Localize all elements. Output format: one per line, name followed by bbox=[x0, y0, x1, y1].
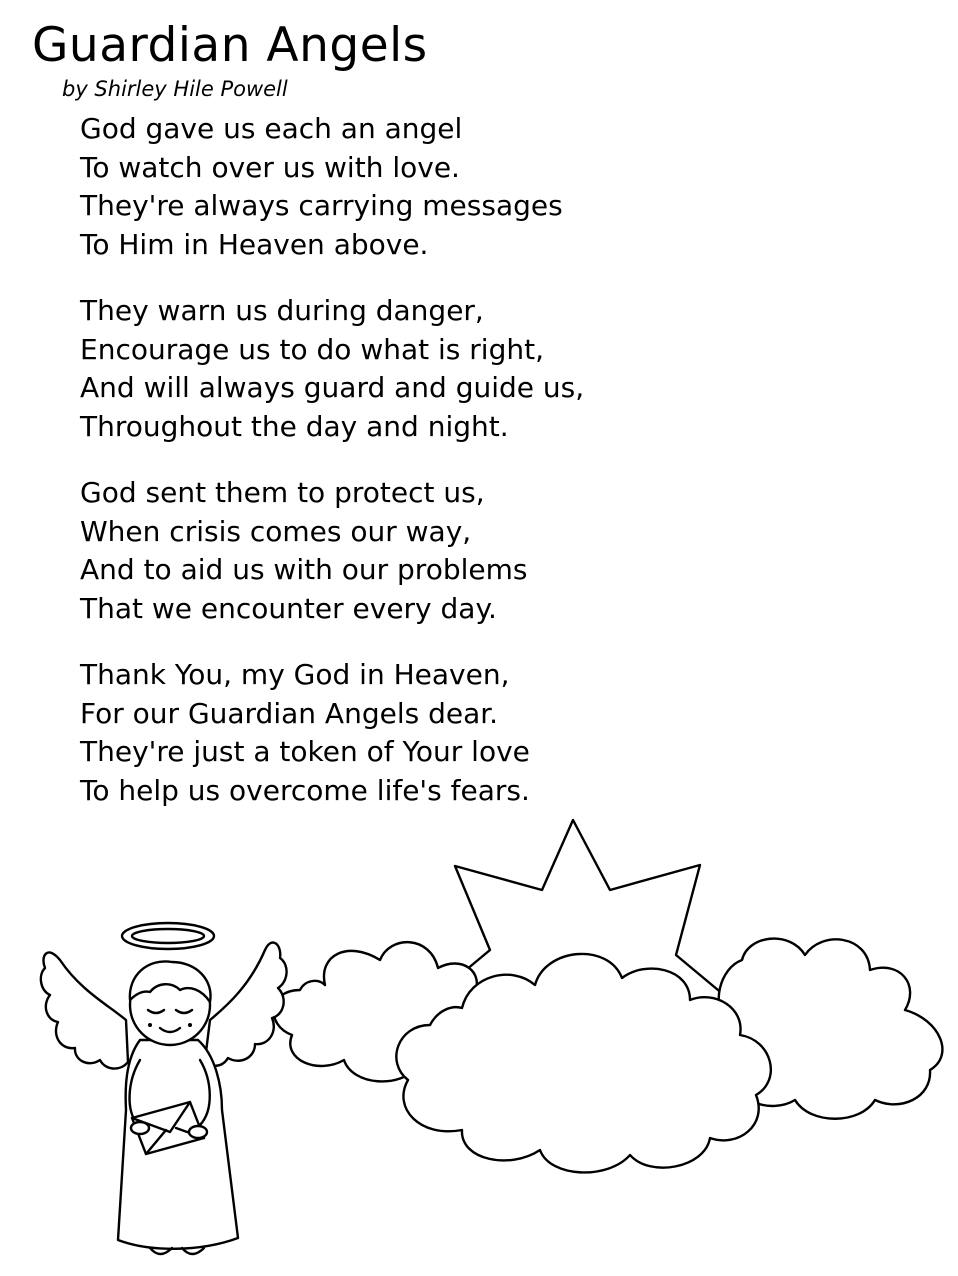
poem-line: When crisis comes our way, bbox=[80, 514, 472, 548]
poem-line: To watch over us with love. bbox=[80, 150, 460, 184]
author-byline: by Shirley Hile Powell bbox=[62, 77, 288, 101]
poem-line: They warn us during danger, bbox=[80, 294, 484, 327]
halo-icon bbox=[122, 923, 214, 949]
stanza-3 bbox=[80, 474, 900, 628]
poem-line: God gave us each an angel bbox=[80, 112, 463, 145]
stanza-2 bbox=[80, 292, 900, 446]
illustration-svg bbox=[0, 800, 958, 1276]
poem-line: Throughout the day and night. bbox=[80, 409, 509, 443]
wing-left-icon bbox=[41, 952, 128, 1068]
poem-line: They're just a token of Your love bbox=[80, 735, 530, 768]
poem-line: Thank You, my God in Heaven, bbox=[80, 658, 510, 691]
poem-body bbox=[80, 110, 900, 838]
poem-line: And to aid us with our problems bbox=[80, 553, 528, 586]
halo-inner-ring bbox=[132, 929, 204, 943]
poem-line: For our Guardian Angels dear. bbox=[80, 696, 499, 730]
wing-right-icon bbox=[205, 942, 287, 1065]
right-hand-icon bbox=[189, 1126, 207, 1138]
poem-line: To help us overcome life's fears. bbox=[80, 773, 530, 807]
poem-line: Encourage us to do what is right, bbox=[80, 332, 544, 366]
poem-line: To Him in Heaven above. bbox=[80, 227, 429, 261]
poem-line: That we encounter every day. bbox=[80, 591, 497, 625]
page-title: Guardian Angels bbox=[32, 18, 428, 73]
left-hand-icon bbox=[131, 1122, 149, 1134]
stanza-1 bbox=[80, 110, 900, 264]
illustration bbox=[0, 800, 958, 1276]
cheek-dot-left bbox=[148, 1023, 152, 1027]
cheek-dot-right bbox=[188, 1023, 192, 1027]
poem-line: And will always guard and guide us, bbox=[80, 371, 585, 404]
stanza-4 bbox=[80, 656, 900, 810]
poem-line: They're always carrying messages bbox=[80, 189, 563, 222]
poem-line: God sent them to protect us, bbox=[80, 476, 485, 509]
